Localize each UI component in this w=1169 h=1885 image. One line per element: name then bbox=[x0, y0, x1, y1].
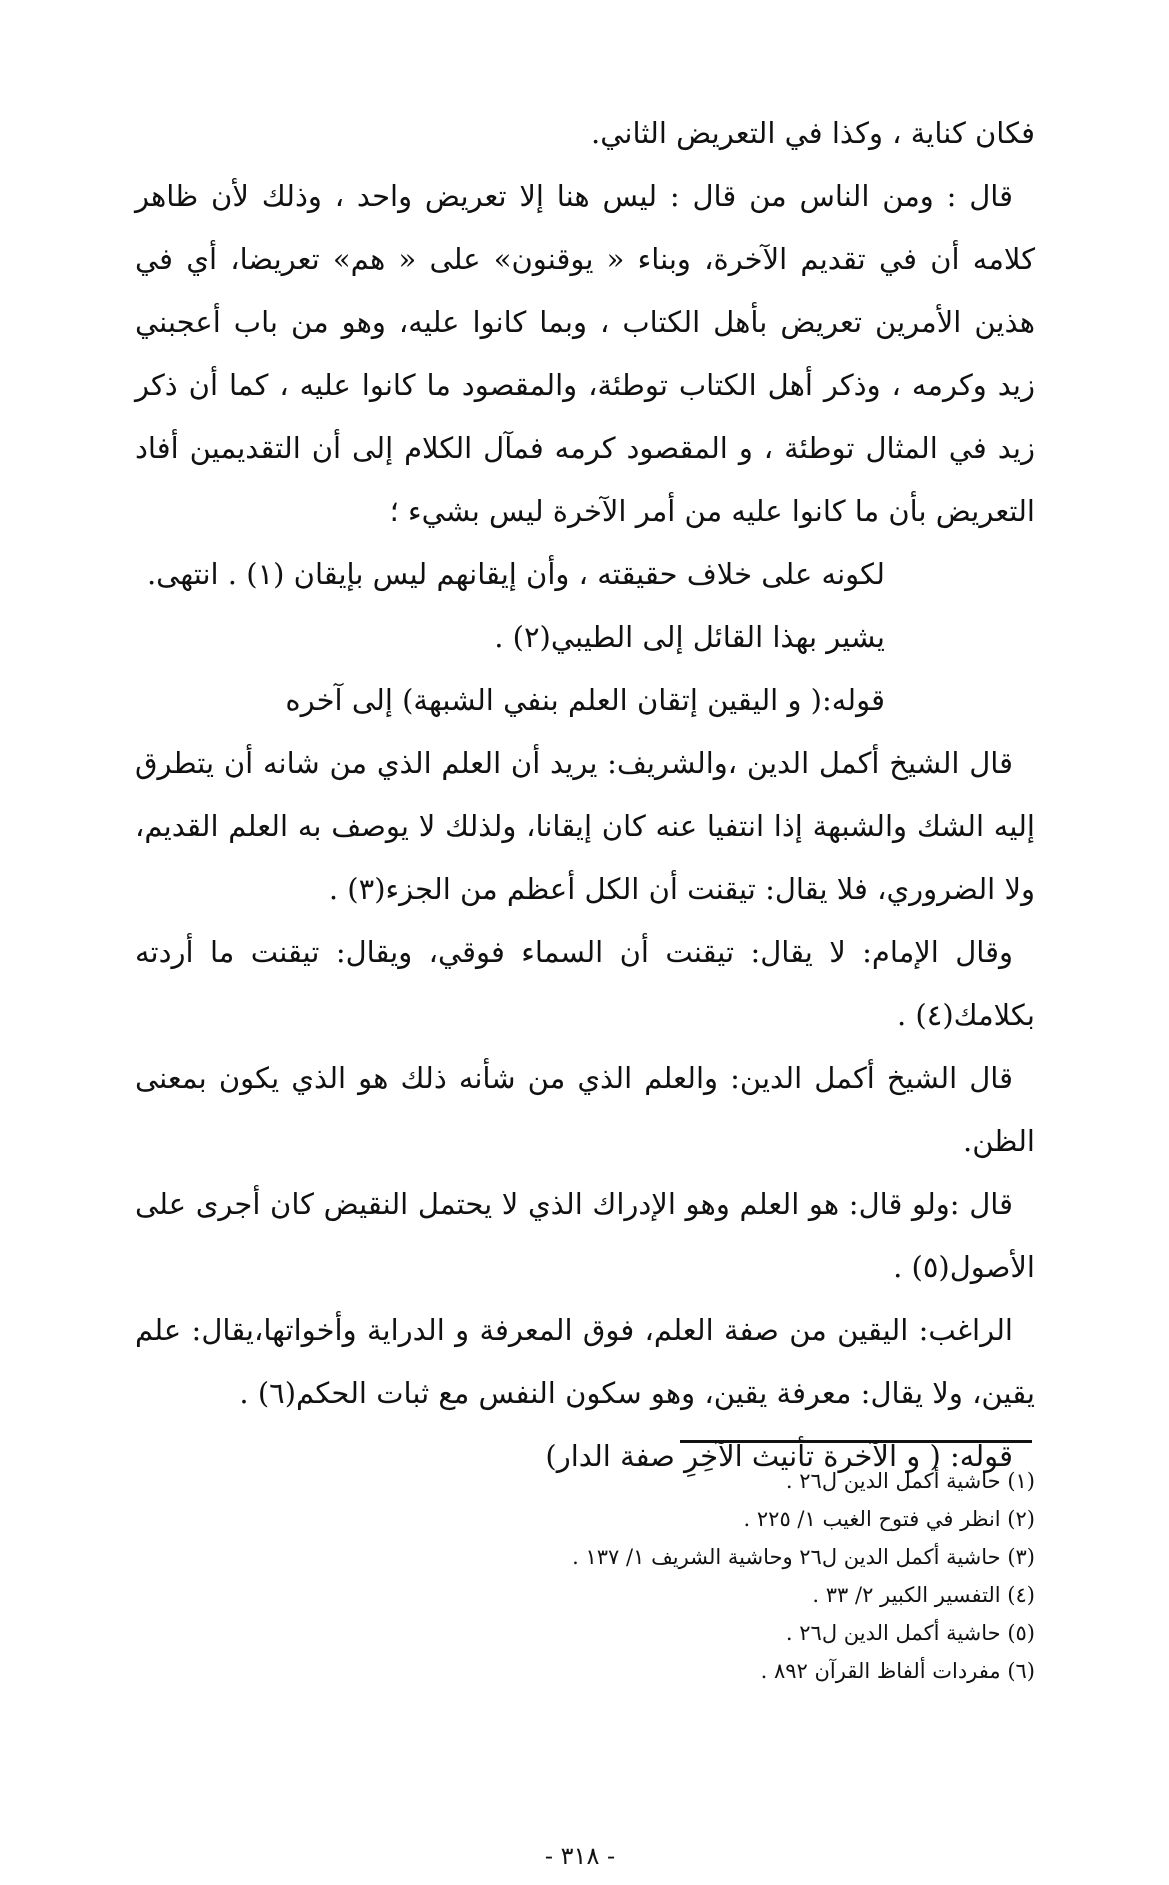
paragraph-4: يشير بهذا القائل إلى الطيبي(٢) . bbox=[494, 620, 885, 654]
paragraph-7: وقال الإمام: لا يقال: تيقنت أن السماء فوقي، ويقال: تيقنت ما أردته بكلامك(٤) . bbox=[135, 935, 1035, 1032]
footnote-5: (٥) حاشية أكمل الدين ل٢٦ . bbox=[785, 1621, 1035, 1645]
paragraph-10: الراغب: اليقين من صفة العلم، فوق المعرفة و الدراية وأخواتها،يقال: علم يقين، ولا يقال: معرفة يقين، وهو سكون النفس مع ثبات الحكم(٦) . bbox=[135, 1313, 1035, 1410]
footnote-1: (١) حاشية أكمل الدين ل٢٦ . bbox=[785, 1469, 1035, 1493]
footnote-4: (٤) التفسير الكبير ٢/ ٣٣ . bbox=[812, 1583, 1035, 1607]
footnote-6: (٦) مفردات ألفاظ القرآن ٨٩٢ . bbox=[760, 1659, 1035, 1683]
footnotes bbox=[400, 1462, 1035, 1690]
paragraph-2: قال : ومن الناس من قال : ليس هنا إلا تعريض واحد ، وذلك لأن ظاهر كلامه أن في تقديم الآخرة، وبناء « يوقنون» على « هم» تعريضا، أي في هذين الأمرين تعريض بأهل الكتاب ، وبما كانوا عليه، وهو من باب أعجبني زيد وكرمه ، وذكر أهل الكتاب توطئة، والمقصود ما كانوا عليه ، كما أن ذكر زيد في المثال توطئة ، و المقصود كرمه فمآل الكلام إلى أن التقديمين أفاد التعريض بأن ما كانوا عليه من أمر الآخرة ليس بشيء ؛ bbox=[135, 179, 1035, 528]
footnote-2: (٢) انظر في فتوح الغيب ١/ ٢٢٥ . bbox=[743, 1507, 1035, 1531]
paragraph-6: قال الشيخ أكمل الدين ،والشريف: يريد أن العلم الذي من شانه أن يتطرق إليه الشك والشبهة إذا انتفيا عنه كان إيقانا، ولذلك لا يوصف به العلم القديم، ولا الضروري، فلا يقال: تيقنت أن الكل أعظم من الجزء(٣) . bbox=[135, 746, 1035, 906]
paragraph-1: فكان كناية ، وكذا في التعريض الثاني. bbox=[591, 116, 1035, 150]
footnote-separator bbox=[680, 1440, 1032, 1443]
footnote-3: (٣) حاشية أكمل الدين ل٢٦ وحاشية الشريف ١/ ١٣٧ . bbox=[572, 1545, 1035, 1569]
paragraph-8: قال الشيخ أكمل الدين: والعلم الذي من شأنه ذلك هو الذي يكون بمعنى الظن. bbox=[135, 1061, 1035, 1158]
paragraph-3: لكونه على خلاف حقيقته ، وأن إيقانهم ليس بإيقان (١) . انتهى. bbox=[146, 557, 885, 591]
page-number: - ٣١٨ - bbox=[544, 1842, 616, 1870]
paragraph-9: قال :ولو قال: هو العلم وهو الإدراك الذي لا يحتمل النقيض كان أجرى على الأصول(٥) . bbox=[135, 1187, 1035, 1284]
paragraph-11: قوله: ( و الآخرة تأنيث الآخِرِ صفة الدار) bbox=[545, 1439, 1013, 1473]
main-text bbox=[135, 102, 1035, 1488]
paragraph-5: قوله:( و اليقين إتقان العلم بنفي الشبهة) إلى آخره bbox=[285, 683, 885, 717]
